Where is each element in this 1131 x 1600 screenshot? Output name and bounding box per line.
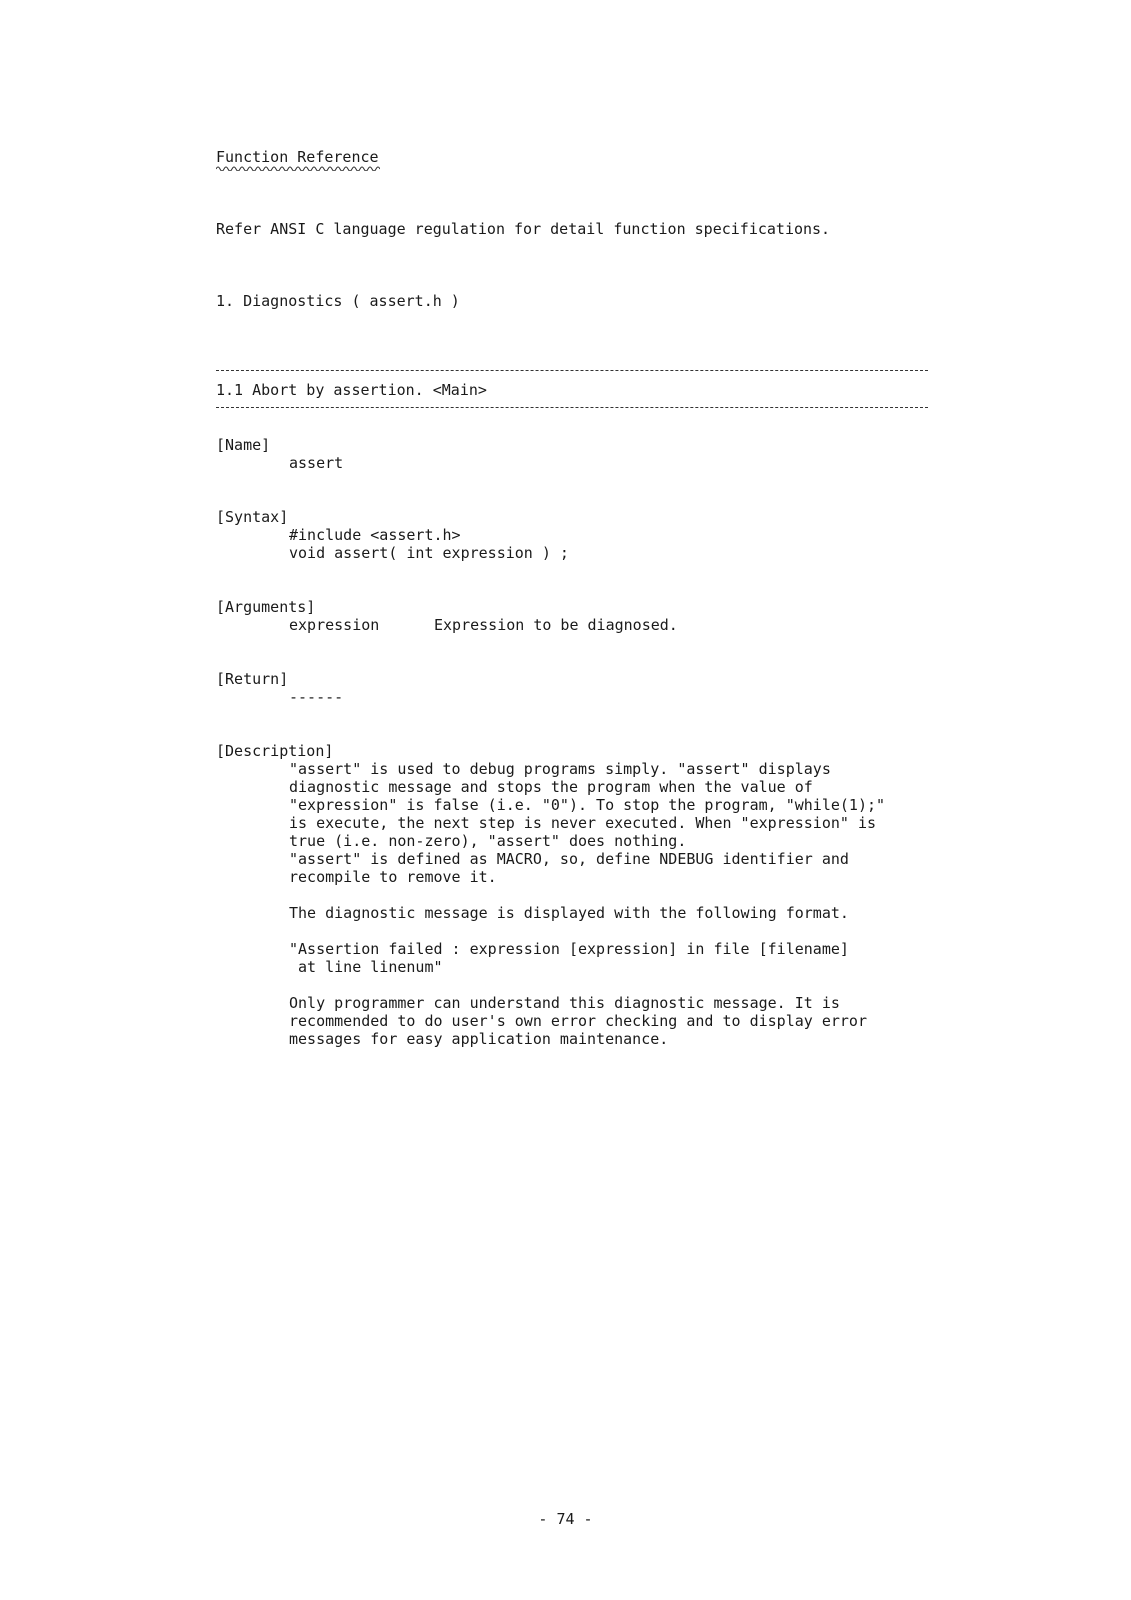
description-label: [Description] [216, 742, 334, 760]
description-line: Only programmer can understand this diagnostic message. It is [289, 994, 840, 1012]
section-rule-bottom [216, 407, 928, 408]
name-value: assert [289, 454, 344, 472]
page-title: Function Reference [216, 148, 379, 166]
syntax-line: void assert( int expression ) ; [289, 544, 569, 562]
description-line: recommended to do user's own error checking and to display error [289, 1012, 867, 1030]
description-line: diagnostic message and stops the program when the value of [289, 778, 813, 796]
return-label: [Return] [216, 670, 289, 688]
description-line: is execute, the next step is never executed. When "expression" is [289, 814, 876, 832]
section-title: 1.1 Abort by assertion. <Main> [216, 381, 487, 399]
intro-text: Refer ANSI C language regulation for detail function specifications. [216, 220, 831, 238]
title-wavy-underline [216, 165, 380, 171]
name-label: [Name] [216, 436, 271, 454]
syntax-line: #include <assert.h> [289, 526, 461, 544]
description-line: "expression" is false (i.e. "0"). To stop the program, "while(1);" [289, 796, 886, 814]
section-rule-top [216, 370, 928, 371]
diagnostic-format-line: at line linenum" [289, 958, 443, 976]
diagnostic-format-line: "Assertion failed : expression [expression] in file [filename] [289, 940, 849, 958]
description-format-intro: The diagnostic message is displayed with the following format. [289, 904, 849, 922]
description-line: "assert" is used to debug programs simply. "assert" displays [289, 760, 831, 778]
argument-name: expression [289, 616, 380, 634]
return-value: ------ [289, 688, 344, 706]
page-number: - 74 - [538, 1510, 593, 1528]
arguments-label: [Arguments] [216, 598, 316, 616]
description-line: true (i.e. non-zero), "assert" does nothing. [289, 832, 687, 850]
description-line: recompile to remove it. [289, 868, 497, 886]
description-line: "assert" is defined as MACRO, so, define NDEBUG identifier and [289, 850, 849, 868]
description-line: messages for easy application maintenance. [289, 1030, 669, 1048]
chapter-heading: 1. Diagnostics ( assert.h ) [216, 292, 460, 310]
argument-description: Expression to be diagnosed. [434, 616, 678, 634]
syntax-label: [Syntax] [216, 508, 289, 526]
